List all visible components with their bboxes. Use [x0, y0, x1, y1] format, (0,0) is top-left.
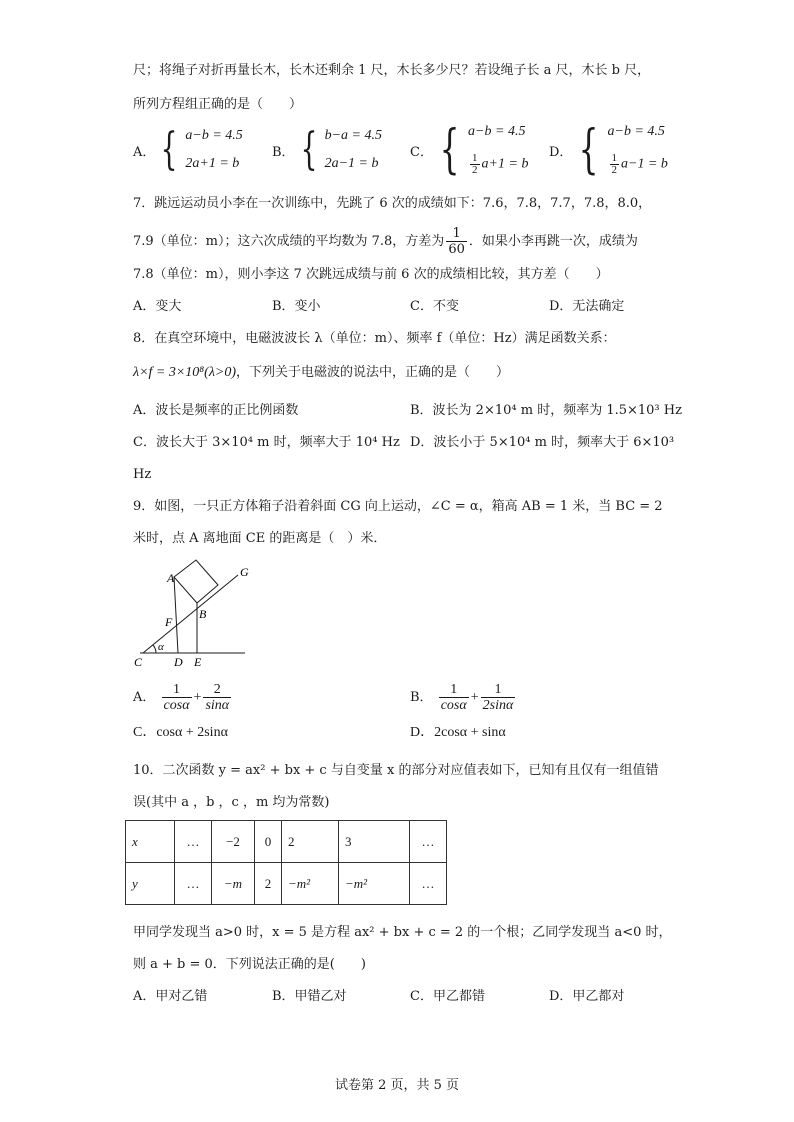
q8-formula: λ×f = 3×10⁸(λ>0) — [133, 365, 236, 380]
label-alpha: α — [158, 641, 164, 653]
q10-text-line1: 10．二次函数 y = ax² + bx + c 与自变量 x 的部分对应值表如下，已知有且仅有一组值错 — [133, 763, 659, 778]
q9-a-num2: 2 — [203, 682, 231, 698]
q8-option-d-cont: Hz — [133, 467, 152, 482]
q7-text-line3: 7.8（单位：m），则小李这 7 次跳远成绩与前 6 次的成绩相比较，其方差（ ） — [133, 267, 609, 282]
q10-option-c: C．甲乙都错 — [410, 989, 485, 1004]
q8-option-c: C．波长大于 3×10⁴ m 时，频率大于 10⁴ Hz — [133, 435, 400, 450]
q9-a-den1: cosα — [163, 698, 190, 713]
q9-a-num1: 1 — [162, 682, 192, 698]
q8-option-b: B．波长为 2×10⁴ m 时，频率为 1.5×10³ Hz — [410, 403, 682, 418]
q6-text-line1: 尺；将绳子对折再量长木，长木还剩余 1 尺，木长多少尺？若设绳子长 a 尺，木长 b 尺， — [133, 63, 651, 78]
table-cell: −m² — [339, 863, 410, 905]
q10-option-d: D．甲乙都对 — [549, 989, 625, 1004]
q10-option-b: B．甲错乙对 — [272, 989, 347, 1004]
q9-text-line2: 米时，点 A 离地面 CE 的距离是（ ）米． — [133, 531, 387, 546]
label-e: E — [194, 655, 202, 668]
table-cell: 2 — [255, 863, 282, 905]
q7-text-line2 — [133, 226, 638, 257]
label-f: F — [165, 615, 173, 629]
table-cell: y — [126, 863, 175, 905]
label-d: D — [174, 655, 183, 668]
table-cell: 3 — [339, 821, 410, 863]
q6-option-d-frac-den: 2 — [611, 164, 618, 176]
q6-option-b-eq1: b−a = 4.5 — [324, 128, 382, 143]
q10-text-line2: 误(其中 a ，b ，c ，m 均为常数) — [133, 795, 330, 810]
q7-text-line2-post: ．如果小李再跳一次，成绩为 — [468, 234, 638, 249]
q6-option-d-frac-num: 1 — [611, 152, 618, 164]
q6-option-c-frac-den: 2 — [472, 164, 478, 176]
table-row — [126, 821, 447, 863]
q6-option-d — [549, 120, 668, 180]
q7-option-d: D．无法确定 — [549, 299, 625, 314]
q9-b-den2: 2sinα — [482, 698, 514, 713]
q6-option-a-label: A． — [133, 144, 156, 160]
q8-text-line2 — [133, 364, 509, 382]
q7-text-line2-pre: 7.9（单位：m）；这六次成绩的平均数为 7.8，方差为 — [133, 234, 445, 249]
q6-option-d-eq2: a−1 = b — [621, 156, 668, 172]
q9-b-den1: cosα — [440, 698, 467, 713]
q7-variance-den: 60 — [448, 242, 465, 257]
q9-b-num2: 1 — [481, 682, 516, 698]
q9-a-plus: + — [193, 690, 202, 705]
angle-arc — [153, 645, 156, 653]
label-c: C — [134, 655, 143, 668]
table-cell: 2 — [282, 821, 339, 863]
q6-option-b — [272, 124, 382, 175]
q6-option-d-eq1: a−b = 4.5 — [607, 124, 665, 139]
q10-text-line3: 甲同学发现当 a>0 时，x = 5 是方程 ax² + bx + c = 2 的一个根；乙同学发现当 a<0 时， — [133, 925, 672, 940]
q8-text-line2-post: ，下列关于电磁波的说法中，正确的是（ ） — [236, 365, 510, 380]
label-a: A — [167, 571, 175, 585]
q6-option-a-eq2: 2a+1 = b — [185, 156, 240, 171]
table-cell: −2 — [212, 821, 255, 863]
q7-option-c: C．不变 — [410, 299, 459, 314]
table-cell: 0 — [255, 821, 282, 863]
q9-a-den2: sinα — [205, 698, 230, 713]
q7-variance-num: 1 — [446, 226, 467, 242]
q6-text-line2: 所列方程组正确的是（ ） — [133, 97, 303, 112]
q8-option-d: D．波长小于 5×10⁴ m 时，频率大于 6×10³ — [410, 435, 675, 450]
q6-option-b-eq2: 2a−1 = b — [324, 156, 379, 171]
label-b: B — [199, 607, 207, 621]
q9-option-c: C．cosα + 2sinα — [133, 725, 228, 740]
brace-icon: { — [160, 124, 178, 175]
q6-option-a-eq1: a−b = 4.5 — [185, 128, 243, 143]
q9-text-line1: 9．如图，一只正方体箱子沿着斜面 CG 向上运动，∠C = α，箱高 AB = 1 米，当 BC = 2 — [133, 499, 663, 514]
q7-option-a: A．变大 — [133, 299, 182, 314]
q10-option-a: A．甲对乙错 — [133, 989, 208, 1004]
table-cell: −m² — [282, 863, 339, 905]
q6-option-c-eq2: a+1 = b — [481, 156, 529, 172]
q8-option-a: A．波长是频率的正比例函数 — [133, 403, 299, 418]
q6-option-d-label: D． — [549, 144, 573, 160]
page-footer: 试卷第 2 页，共 5 页 — [334, 1078, 460, 1093]
q9-option-d: D．2cosα + sinα — [410, 725, 506, 740]
brace-icon: { — [439, 120, 460, 180]
q7-option-b: B．变小 — [272, 299, 321, 314]
q9-option-b-label: B． — [410, 690, 433, 705]
q6-option-c-label: C． — [410, 144, 433, 160]
table-cell: … — [175, 821, 212, 863]
brace-icon: { — [579, 120, 599, 180]
q6-option-a — [133, 124, 243, 175]
q9-figure — [130, 558, 260, 668]
table-row — [126, 863, 447, 905]
table-cell: … — [175, 863, 212, 905]
q9-option-b — [410, 682, 517, 713]
table-cell: x — [126, 821, 175, 863]
q10-text-line4: 则 a + b = 0．下列说法正确的是( ) — [133, 957, 366, 972]
q9-option-a-label: A． — [133, 690, 156, 705]
q9-b-num1: 1 — [439, 682, 469, 698]
q9-b-plus: + — [470, 690, 479, 705]
q6-option-c-eq1: a−b = 4.5 — [468, 124, 526, 139]
q7-text-line1: 7．跳远运动员小李在一次训练中，先跳了 6 次的成绩如下：7.6，7.8，7.7，7.8，8.0， — [133, 196, 652, 211]
q6-option-c — [410, 120, 529, 180]
q9-option-a — [133, 682, 233, 713]
segment-ad — [174, 577, 178, 653]
label-g: G — [240, 565, 249, 579]
brace-icon: { — [300, 124, 317, 175]
q8-text-line1: 8．在真空环境中，电磁波波长 λ（单位：m）、频率 f（单位：Hz）满足函数关系： — [133, 331, 616, 346]
q6-option-b-label: B． — [272, 144, 295, 160]
q10-value-table — [125, 820, 447, 905]
table-cell: … — [410, 863, 447, 905]
q6-option-c-frac-num: 1 — [472, 152, 478, 164]
table-cell: … — [410, 821, 447, 863]
table-cell: −m — [212, 863, 255, 905]
